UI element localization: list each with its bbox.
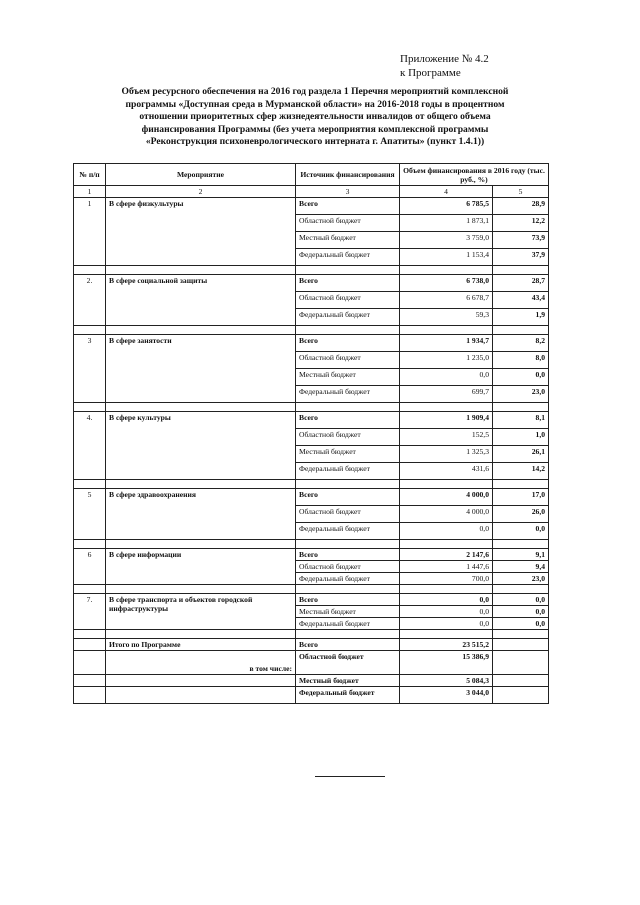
column-number-row [74,186,549,198]
percent-cell: 9,1 [493,549,549,561]
source-cell: Областной бюджет [296,506,400,523]
row-num: 3 [74,335,106,403]
percent-cell: 28,9 [493,198,549,215]
summary-label: Итого по Программе [106,639,296,651]
amount-cell: 1 325,3 [400,446,493,463]
amount-cell: 6 785,5 [400,198,493,215]
source-cell: Всего [296,335,400,352]
source-cell: Местный бюджет [296,232,400,249]
amount-cell: 1 909,4 [400,412,493,429]
source-cell: Областной бюджет [296,292,400,309]
spacer-row [74,326,549,335]
amount-cell: 1 447,6 [400,561,493,573]
row-measure: В сфере социальной защиты [106,275,296,326]
source-cell: Областной бюджет [296,352,400,369]
summary-row [74,651,549,675]
closing-rule [315,776,385,777]
source-cell: Местный бюджет [296,606,400,618]
header-num: № п/п [74,164,106,186]
amount-cell: 4 000,0 [400,489,493,506]
funding-table [73,163,549,704]
percent-cell: 26,0 [493,506,549,523]
percent-cell: 8,1 [493,412,549,429]
source-cell: Местный бюджет [296,675,400,687]
percent-cell: 17,0 [493,489,549,506]
table-row [74,594,549,606]
summary-row [74,687,549,704]
spacer-row [74,266,549,275]
row-num: 7. [74,594,106,630]
amount-cell: 0,0 [400,606,493,618]
source-cell: Федеральный бюджет [296,309,400,326]
amount-cell: 1 235,0 [400,352,493,369]
table-row [74,275,549,292]
source-cell: Федеральный бюджет [296,523,400,540]
percent-cell: 23,0 [493,386,549,403]
row-measure: В сфере информации [106,549,296,585]
spacer-row [74,540,549,549]
summary-regional: 15 386,9 [400,651,493,675]
amount-cell: 1 153,4 [400,249,493,266]
source-cell: Федеральный бюджет [296,249,400,266]
amount-cell: 59,3 [400,309,493,326]
amount-cell: 152,5 [400,429,493,446]
percent-cell: 0,0 [493,594,549,606]
percent-cell: 8,2 [493,335,549,352]
percent-cell: 12,2 [493,215,549,232]
percent-cell: 0,0 [493,606,549,618]
percent-cell: 0,0 [493,523,549,540]
colnum-3: 3 [296,186,400,198]
source-cell: Всего [296,198,400,215]
summary-including: в том числе: [106,651,296,675]
percent-cell: 23,0 [493,573,549,585]
title-line-4: финансирования Программы (без учета мероприятия комплексной программы [141,123,489,135]
row-measure: В сфере здравоохранения [106,489,296,540]
row-num: 5 [74,489,106,540]
appendix-line-1: Приложение № 4.2 [400,53,489,65]
percent-cell: 8,0 [493,352,549,369]
source-cell: Федеральный бюджет [296,573,400,585]
amount-cell: 4 000,0 [400,506,493,523]
row-measure: В сфере физкультуры [106,198,296,266]
appendix-label [400,52,489,80]
source-cell: Областной бюджет [296,215,400,232]
table-row [74,335,549,352]
source-cell: Областной бюджет [296,429,400,446]
percent-cell: 43,4 [493,292,549,309]
colnum-4: 4 [400,186,493,198]
row-measure: В сфере транспорта и объектов городской инфраструктуры [106,594,296,630]
title-line-5: «Реконструкция психоневрологического интерната г. Апатиты» (пункт 1.4.1)) [145,136,485,148]
amount-cell: 6 738,0 [400,275,493,292]
spacer-row [74,585,549,594]
amount-cell: 1 873,1 [400,215,493,232]
source-cell: Федеральный бюджет [296,386,400,403]
percent-cell: 26,1 [493,446,549,463]
percent-cell: 14,2 [493,463,549,480]
header-source: Источник финансирования [296,164,400,186]
title-line-3: отношении приоритетных сфер жизнедеятельности инвалидов от общего объема [139,111,491,123]
source-cell: Всего [296,275,400,292]
source-cell: Местный бюджет [296,369,400,386]
source-cell: Всего [296,639,400,651]
summary-total: 23 515,2 [400,639,493,651]
appendix-line-2: к Программе [400,67,461,79]
source-cell: Всего [296,412,400,429]
summary-federal: 3 044,0 [400,687,493,704]
source-cell: Всего [296,594,400,606]
amount-cell: 699,7 [400,386,493,403]
row-num: 2. [74,275,106,326]
header-row [74,164,549,186]
summary-local: 5 084,3 [400,675,493,687]
amount-cell: 0,0 [400,594,493,606]
source-cell: Всего [296,489,400,506]
percent-cell: 28,7 [493,275,549,292]
percent-cell: 37,9 [493,249,549,266]
amount-cell: 1 934,7 [400,335,493,352]
colnum-5: 5 [493,186,549,198]
percent-cell: 0,0 [493,618,549,630]
table-row [74,412,549,429]
amount-cell: 431,6 [400,463,493,480]
source-cell: Областной бюджет [296,561,400,573]
row-num: 6 [74,549,106,585]
source-cell: Федеральный бюджет [296,463,400,480]
header-volume: Объем финансирования в 2016 году (тыс. руб., %) [400,164,549,186]
row-measure: В сфере занятости [106,335,296,403]
spacer-row [74,403,549,412]
amount-cell: 3 759,0 [400,232,493,249]
source-cell: Областной бюджет [296,651,400,675]
percent-cell: 9,4 [493,561,549,573]
source-cell: Федеральный бюджет [296,618,400,630]
summary-row [74,639,549,651]
spacer-row [74,630,549,639]
table-row [74,549,549,561]
amount-cell: 700,0 [400,573,493,585]
title-line-2: программы «Доступная среда в Мурманской области» на 2016-2018 годы в процентном [125,98,505,110]
source-cell: Всего [296,549,400,561]
percent-cell: 73,9 [493,232,549,249]
row-num: 1 [74,198,106,266]
source-cell: Федеральный бюджет [296,687,400,704]
colnum-2: 2 [106,186,296,198]
percent-cell: 0,0 [493,369,549,386]
spacer-row [74,480,549,489]
colnum-1: 1 [74,186,106,198]
source-cell: Местный бюджет [296,446,400,463]
document-title [70,86,560,149]
header-measure: Мероприятие [106,164,296,186]
amount-cell: 0,0 [400,523,493,540]
amount-cell: 6 678,7 [400,292,493,309]
title-line-1: Объем ресурсного обеспечения на 2016 год раздела 1 Перечня мероприятий комплексной [121,86,509,97]
row-measure: В сфере культуры [106,412,296,480]
table-row [74,198,549,215]
amount-cell: 2 147,6 [400,549,493,561]
amount-cell: 0,0 [400,369,493,386]
amount-cell: 0,0 [400,618,493,630]
row-num: 4. [74,412,106,480]
summary-row [74,675,549,687]
percent-cell: 1,9 [493,309,549,326]
table-row [74,489,549,506]
percent-cell: 1,0 [493,429,549,446]
